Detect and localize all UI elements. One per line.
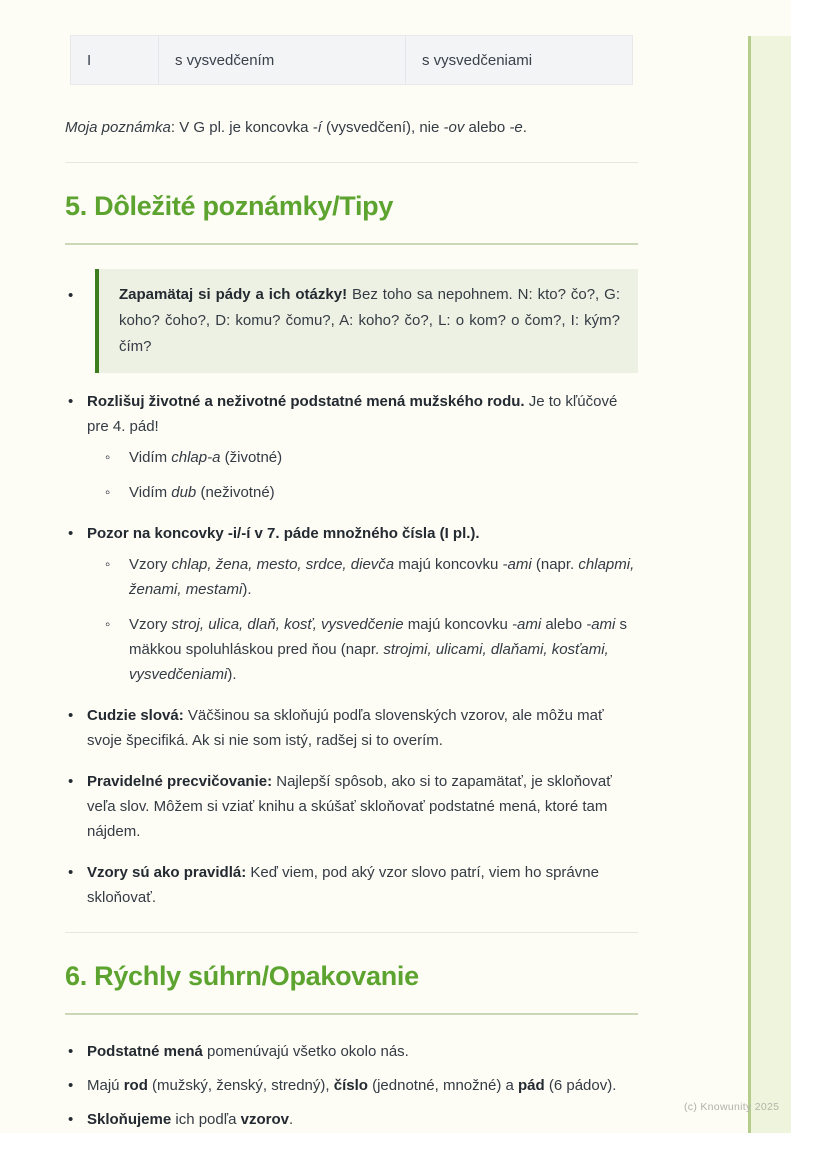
section-divider [65, 932, 638, 933]
page-content [65, 0, 638, 1132]
list-item-text: Pozor na koncovky -i/-í v 7. páde množného čísla (I pl.). [87, 525, 480, 542]
section5-bullet-list [65, 269, 638, 910]
section6-title-underline [65, 1013, 638, 1015]
section-divider [65, 162, 638, 163]
side-accent-bar [748, 36, 791, 1133]
table-row [71, 36, 632, 84]
sub-list-item: ◦ Vidím dub (neživotné) [105, 480, 638, 505]
personal-note: Moja poznámka: V G pl. je koncovka -í (vysvedčení), nie -ov alebo -e. [65, 119, 527, 136]
sub-list-item: ◦ Vzory chlap, žena, mesto, srdce, dievča majú koncovku -ami (napr. chlapmi, ženami, mestami). [105, 552, 638, 602]
table-cell-singular: s vysvedčením [159, 36, 406, 84]
list-item: • Pravidelné precvičovanie: Najlepší spôsob, ako si to zapamätať, je skloňovať veľa slov. Môžem si vziať knihu a skúšať skloňovať podstatné mená, ktoré tam nájdem. [65, 769, 638, 844]
copyright-watermark: (c) Knowunity 2025 [684, 1101, 780, 1113]
sub-bullet-list [105, 445, 638, 505]
declension-table-fragment [70, 35, 633, 85]
list-item [65, 521, 638, 687]
sub-list-item: ◦ Vidím chlap-a (životné) [105, 445, 638, 470]
list-item: • Cudzie slová: Väčšinou sa skloňujú podľa slovenských vzorov, ale môžu mať svoje špecifiká. Ak si nie som istý, radšej si to overím. [65, 703, 638, 753]
list-item: • Majú rod (mužský, ženský, stredný), číslo (jednotné, množné) a pád (6 pádov). [65, 1073, 638, 1098]
section6-title: 6. Rýchly súhrn/Opakovanie [65, 961, 419, 991]
list-item-text: Rozlišuj životné a neživotné podstatné mená mužského rodu. Je to kľúčové pre 4. pád! [87, 393, 618, 435]
sub-list-item: ◦ Vzory stroj, ulica, dlaň, kosť, vysvedčenie majú koncovku -ami alebo -ami s mäkkou spoluhláskou pred ňou (napr. strojmi, ulicami, dlaňami, kosťami, vysvedčeniami). [105, 612, 638, 687]
sub-bullet-list [105, 552, 638, 687]
section5-title-underline [65, 243, 638, 245]
table-cell-plural: s vysvedčeniami [422, 51, 533, 69]
table-cell-case: I [71, 36, 159, 84]
list-item: • Vzory sú ako pravidlá: Keď viem, pod aký vzor slovo patrí, viem ho správne skloňovať. [65, 860, 638, 910]
callout-list-item [65, 269, 638, 373]
list-item [65, 389, 638, 505]
list-item: • Podstatné mená pomenúvajú všetko okolo nás. [65, 1039, 638, 1064]
section5-title: 5. Dôležité poznámky/Tipy [65, 191, 394, 221]
tip-callout: • Zapamätaj si pády a ich otázky! Bez toho sa nepohnem. N: kto? čo?, G: koho? čoho?, D: komu? čomu?, A: koho? čo?, L: o kom? o čom?, I: kým? čím? [95, 269, 638, 373]
list-item: • Skloňujeme ich podľa vzorov. [65, 1107, 638, 1132]
section6-bullet-list [65, 1039, 638, 1132]
